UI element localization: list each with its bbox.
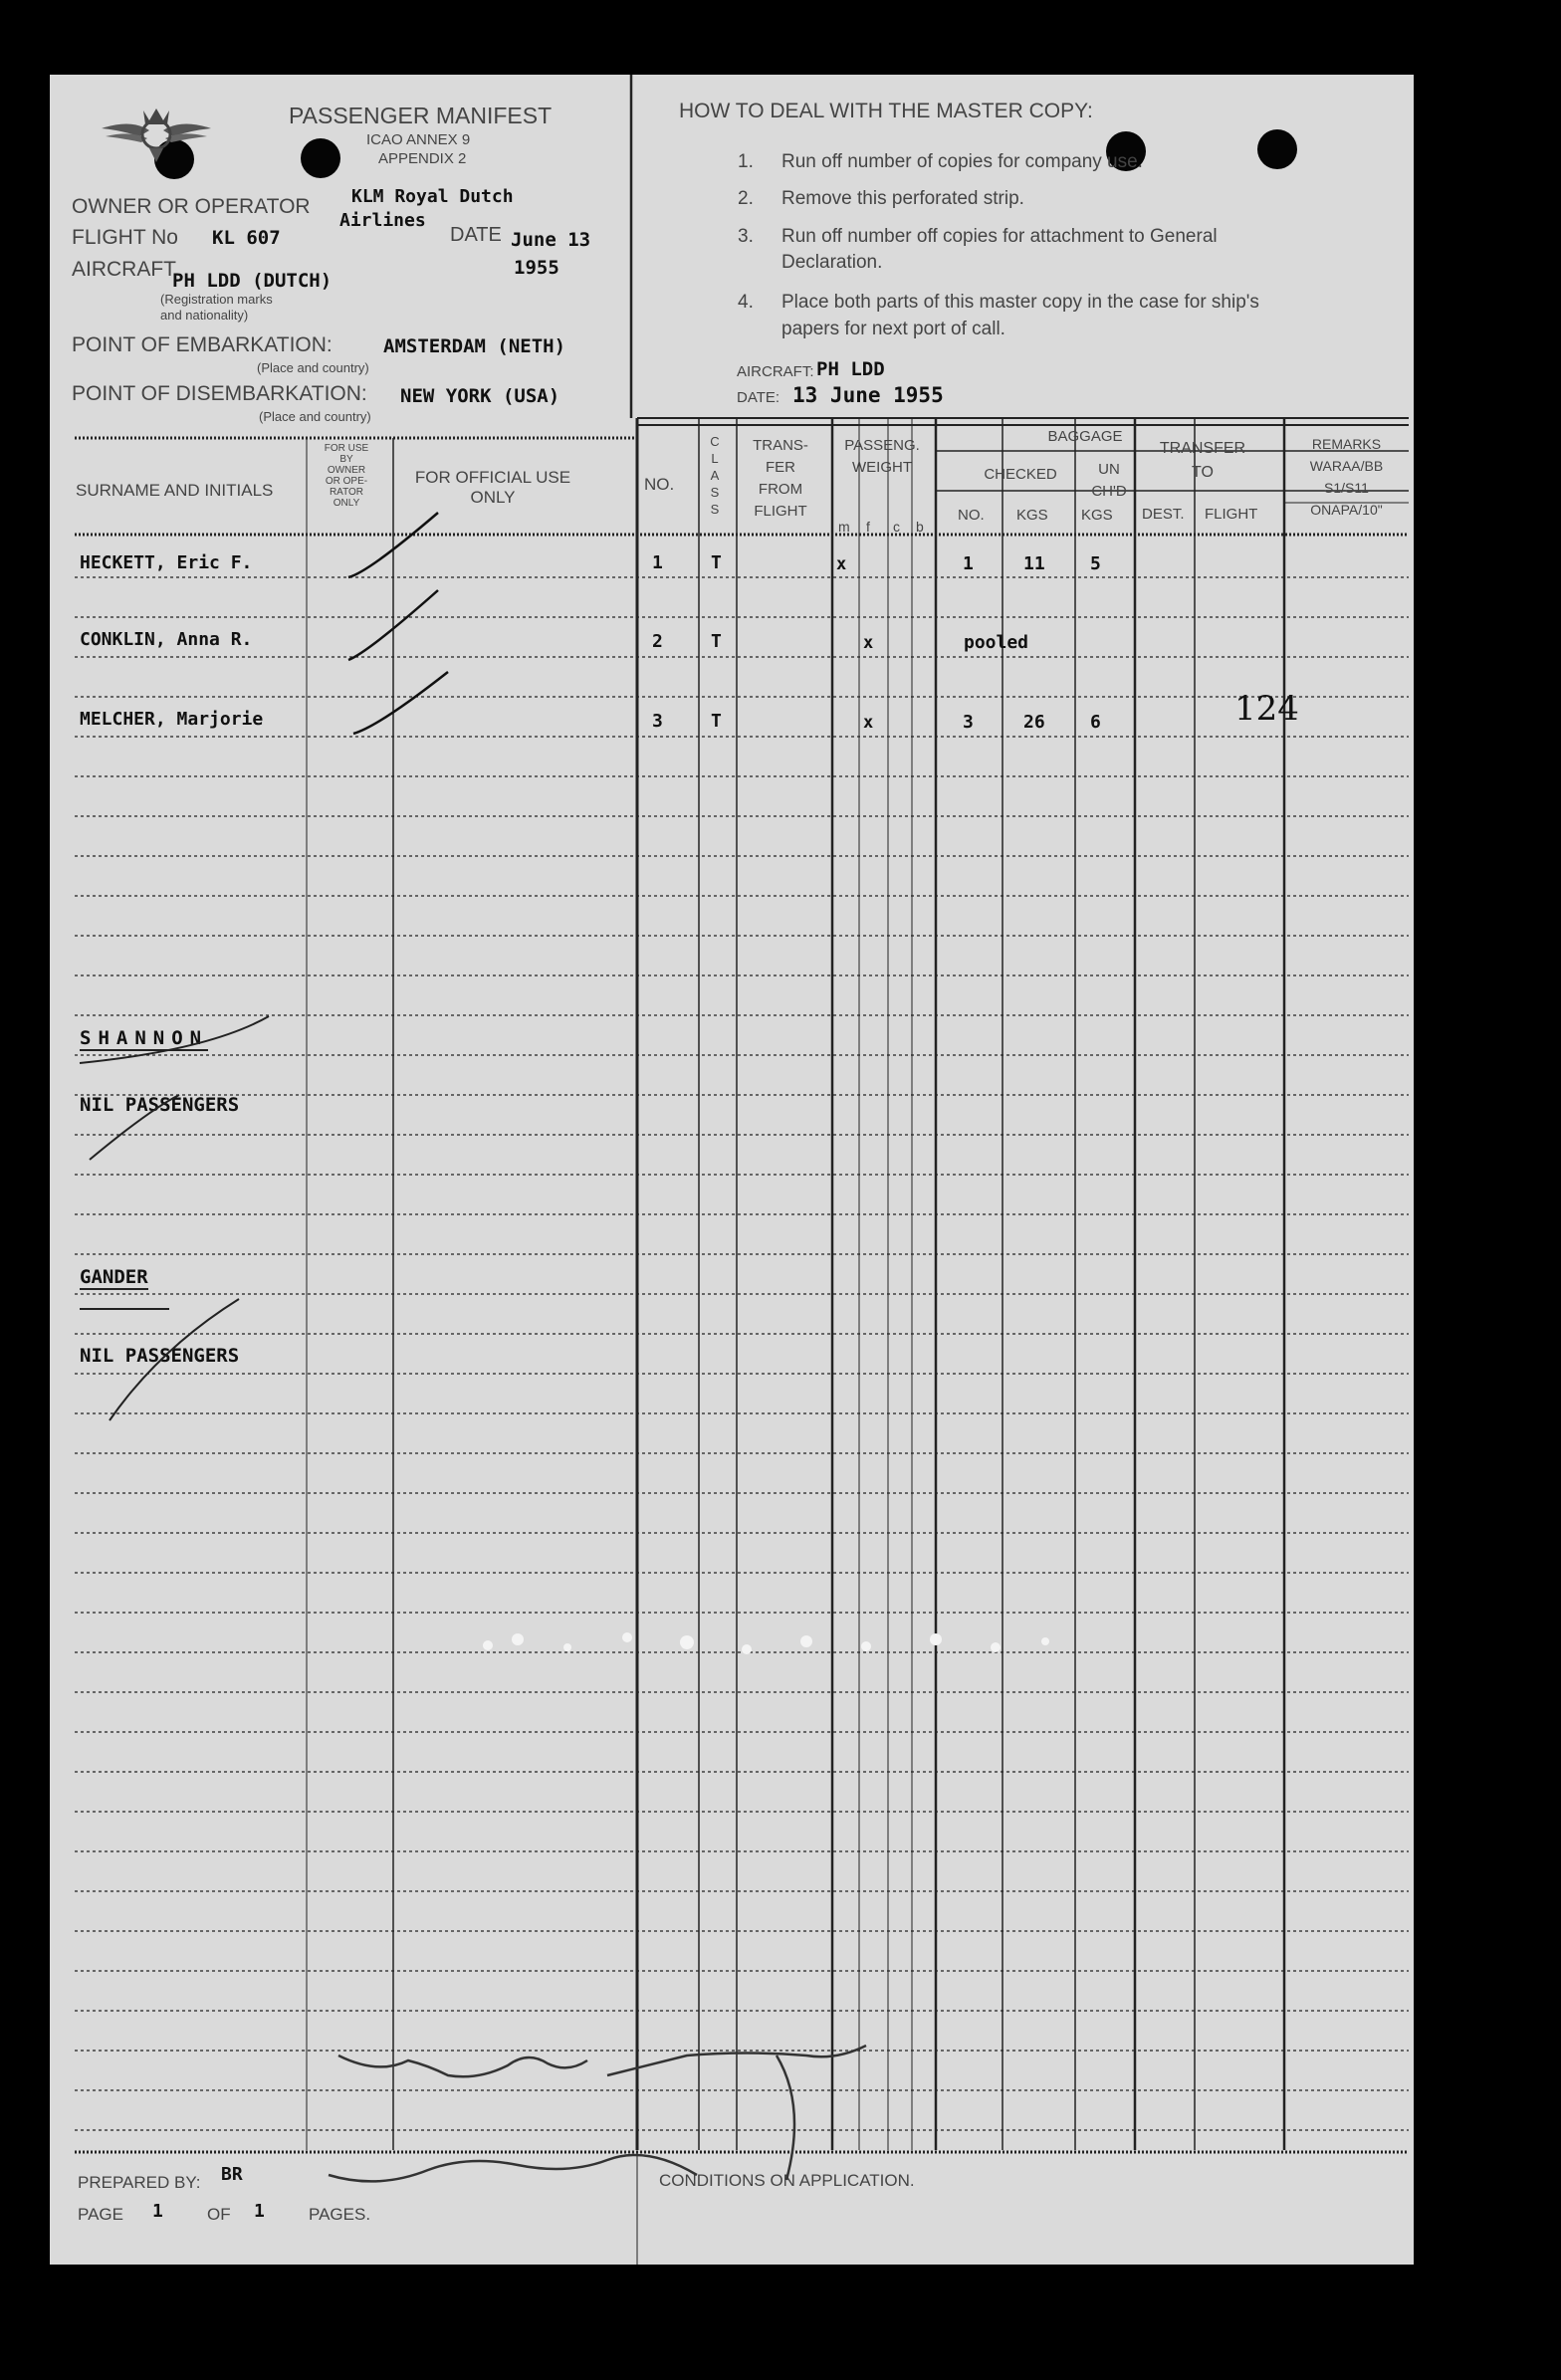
bag-kgs: 11 bbox=[1023, 553, 1045, 574]
col-baggage: BAGGAGE bbox=[1047, 428, 1123, 445]
strike-line bbox=[110, 1299, 239, 1420]
passenger-name: HECKETT, Eric F. bbox=[80, 552, 253, 573]
weight-sub-c: c bbox=[893, 519, 900, 535]
form-title: PASSENGER MANIFEST bbox=[289, 103, 553, 128]
col-bag-kgs: KGS bbox=[1016, 507, 1048, 524]
instr-aircraft-value: PH LDD bbox=[816, 358, 885, 380]
col-checked: CHECKED bbox=[984, 466, 1057, 483]
passenger-class: T bbox=[711, 552, 722, 573]
embark-value: AMSTERDAM (NETH) bbox=[383, 335, 566, 357]
col-surname: SURNAME AND INITIALS bbox=[76, 481, 274, 500]
icao-line: ICAO ANNEX 9 bbox=[366, 131, 471, 148]
unchd-kgs: 6 bbox=[1090, 712, 1101, 733]
passenger-no: 2 bbox=[652, 631, 663, 652]
strike-line bbox=[90, 1095, 179, 1160]
stop-station: GANDER bbox=[80, 1266, 148, 1288]
handwritten-number: 124 bbox=[1234, 689, 1299, 729]
flight-value: KL 607 bbox=[212, 227, 281, 249]
weight-sub-m: m bbox=[838, 519, 850, 535]
aircraft-note-2: and nationality) bbox=[160, 308, 249, 323]
col-official-use: FOR OFFICIAL USE ONLY bbox=[414, 468, 571, 507]
passenger-no: 3 bbox=[652, 711, 663, 732]
bag-no: 1 bbox=[963, 553, 974, 574]
passenger-weight-mark: x bbox=[863, 713, 874, 733]
stop-station: SHANNON bbox=[80, 1027, 209, 1049]
disembark-value: NEW YORK (USA) bbox=[400, 385, 560, 407]
instruction-num: 2. bbox=[738, 188, 754, 209]
disembark-label: POINT OF DISEMBARKATION: bbox=[72, 382, 367, 405]
passenger-weight-mark: x bbox=[836, 554, 847, 574]
bag-no: 3 bbox=[963, 712, 974, 733]
passenger-weight-mark: x bbox=[863, 633, 874, 653]
instruction-text-cont: papers for next port of call. bbox=[781, 319, 1005, 339]
col-unchd: UN CH'D bbox=[1091, 461, 1127, 500]
col-transfer-from: TRANS- FER FROM FLIGHT bbox=[753, 437, 808, 520]
instruction-text: Place both parts of this master copy in the case for ship's bbox=[781, 292, 1259, 313]
appendix-line: APPENDIX 2 bbox=[378, 150, 467, 167]
pages-label: PAGES. bbox=[309, 2205, 371, 2224]
instruction-text: Remove this perforated strip. bbox=[781, 188, 1024, 209]
embark-label: POINT OF EMBARKATION: bbox=[72, 333, 333, 356]
embark-note: (Place and country) bbox=[257, 360, 369, 375]
col-flight: FLIGHT bbox=[1205, 506, 1258, 523]
instr-date-label: DATE: bbox=[737, 389, 780, 406]
unchd-kgs: 5 bbox=[1090, 553, 1101, 574]
aircraft-value: PH LDD (DUTCH) bbox=[172, 270, 333, 292]
fold-speckle bbox=[483, 1632, 1049, 1654]
instruction-text: Run off number off copies for attachment to General bbox=[781, 226, 1218, 247]
pen-marks bbox=[50, 75, 1414, 2265]
flight-label: FLIGHT No bbox=[72, 226, 178, 249]
passenger-name: MELCHER, Marjorie bbox=[80, 709, 264, 730]
owner-value-cont: Airlines bbox=[339, 210, 426, 231]
instr-date-value: 13 June 1955 bbox=[792, 383, 944, 407]
col-transfer-to: TRANSFER TO bbox=[1159, 440, 1246, 481]
col-remarks: REMARKS WARAA/BB S1/S11 ONAPA/10" bbox=[1309, 436, 1384, 518]
owner-label: OWNER OR OPERATOR bbox=[72, 195, 311, 218]
instruction-text: Run off number of copies for company use. bbox=[781, 151, 1143, 172]
page-label: PAGE bbox=[78, 2205, 123, 2224]
col-for-use-by: FOR USE BY OWNER OR OPE- RATOR ONLY bbox=[324, 443, 369, 509]
instr-aircraft-label: AIRCRAFT: bbox=[737, 363, 814, 380]
instruction-text-cont: Declaration. bbox=[781, 252, 883, 273]
of-label: OF bbox=[207, 2205, 231, 2224]
aircraft-label: AIRCRAFT bbox=[72, 258, 176, 281]
passenger-name: CONKLIN, Anna R. bbox=[80, 629, 253, 650]
col-unchd-kgs: KGS bbox=[1081, 507, 1113, 524]
instruction-num: 4. bbox=[738, 292, 754, 313]
date-value: June 13 bbox=[511, 229, 591, 251]
prepared-value: BR bbox=[221, 2164, 243, 2185]
manifest-sheet bbox=[50, 75, 1414, 2265]
col-dest: DEST. bbox=[1142, 506, 1185, 523]
page-value: 1 bbox=[152, 2201, 163, 2222]
stop-text: NIL PASSENGERS bbox=[80, 1345, 240, 1367]
date-label: DATE bbox=[450, 224, 502, 246]
col-passeng-weight: PASSENG. WEIGHT bbox=[844, 437, 920, 476]
strike-line bbox=[80, 1016, 269, 1063]
of-value: 1 bbox=[254, 2201, 265, 2222]
passenger-no: 1 bbox=[652, 552, 663, 573]
passenger-class: T bbox=[711, 631, 722, 652]
baggage-note: pooled bbox=[964, 632, 1029, 653]
weight-sub-b: b bbox=[916, 519, 924, 535]
signature-mark bbox=[329, 2046, 866, 2181]
instructions-title: HOW TO DEAL WITH THE MASTER COPY: bbox=[679, 100, 1093, 122]
check-mark bbox=[348, 513, 448, 734]
passenger-class: T bbox=[711, 711, 722, 732]
instruction-num: 3. bbox=[738, 226, 754, 247]
stop-text: NIL PASSENGERS bbox=[80, 1094, 240, 1116]
col-bag-no: NO. bbox=[958, 507, 985, 524]
col-no: NO. bbox=[644, 475, 675, 494]
date-value-year: 1955 bbox=[514, 257, 559, 279]
weight-sub-f: f bbox=[866, 519, 870, 535]
disembark-note: (Place and country) bbox=[259, 409, 371, 424]
aircraft-note: (Registration marks bbox=[160, 292, 273, 307]
application-text: CONDITIONS ON APPLICATION. bbox=[659, 2171, 915, 2190]
col-class: C L A S S bbox=[710, 434, 720, 517]
prepared-label: PREPARED BY: bbox=[78, 2173, 201, 2192]
owner-value: KLM Royal Dutch bbox=[351, 186, 514, 207]
bag-kgs: 26 bbox=[1023, 712, 1045, 733]
instruction-num: 1. bbox=[738, 151, 754, 172]
